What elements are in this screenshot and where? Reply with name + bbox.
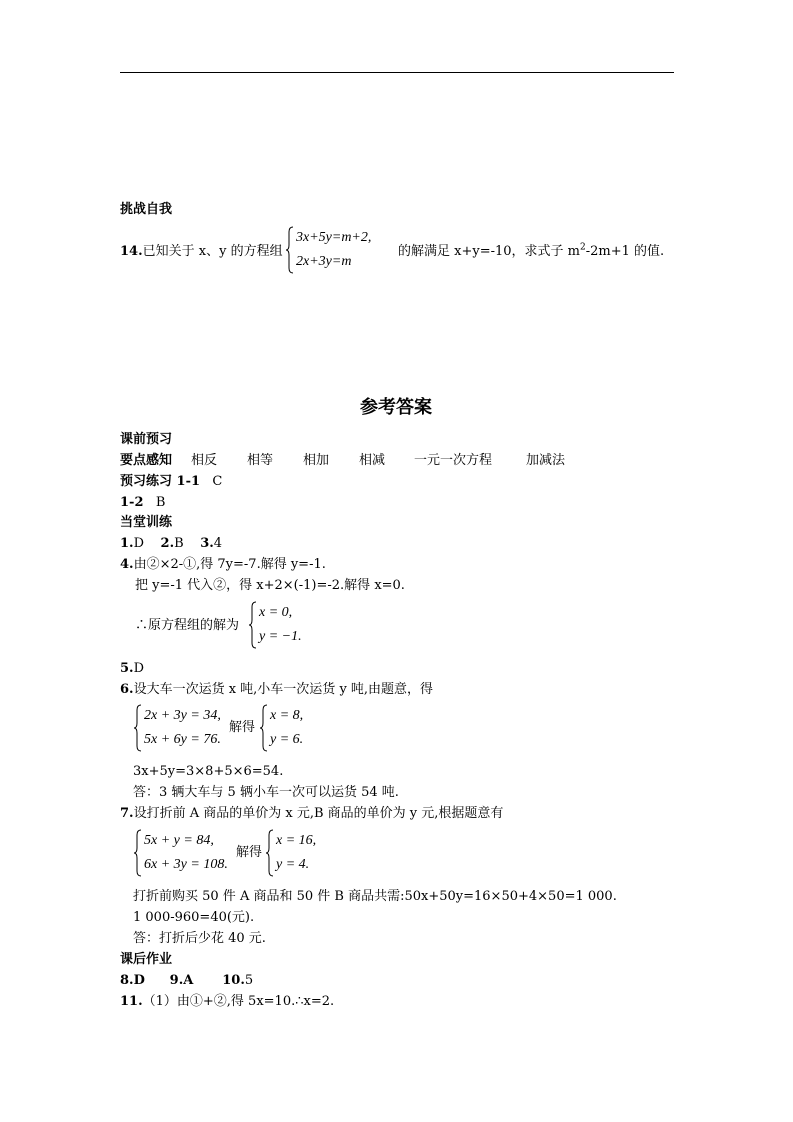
question-number: 7. bbox=[120, 806, 134, 821]
left-brace-icon bbox=[248, 601, 258, 649]
answer-7-line-3: 1 000-960=40(元). bbox=[133, 910, 255, 925]
exercise-1-1 bbox=[120, 473, 222, 491]
question-number: 14. bbox=[120, 244, 143, 259]
solution-system-q7 bbox=[265, 829, 335, 877]
equation-line: 5x + y = 84, bbox=[144, 833, 214, 848]
key-point: 加减法 bbox=[526, 453, 566, 468]
question-number: 4. bbox=[120, 557, 134, 572]
key-point: 相减 bbox=[359, 453, 386, 468]
equation-system-q14 bbox=[285, 226, 395, 274]
answer-6-line-2: 3x+5y=3×8+5×6=54. bbox=[133, 764, 284, 779]
answer-text: （1）由①+②,得 5x=10.∴x=2. bbox=[142, 994, 335, 1009]
header-rule bbox=[120, 72, 674, 73]
equation-line: x = 0, bbox=[259, 605, 293, 620]
answer: B bbox=[174, 536, 184, 551]
key-point: 相等 bbox=[247, 453, 274, 468]
question-text: 已知关于 x、y 的方程组 bbox=[142, 244, 283, 259]
equation-line: x = 16, bbox=[276, 833, 317, 848]
answer-text: 设打折前 A 商品的单价为 x 元,B 商品的单价为 y 元,根据题意有 bbox=[133, 806, 504, 821]
answer-4-line-2: 把 y=-1 代入②，得 x+2×(-1)=-2.解得 x=0. bbox=[135, 578, 405, 593]
answers-title: 参考答案 bbox=[360, 397, 432, 418]
left-brace-icon bbox=[265, 829, 275, 877]
answer-5 bbox=[120, 660, 144, 678]
equation-line: x = 8, bbox=[270, 708, 304, 723]
section-heading-homework: 课后作业 bbox=[120, 952, 173, 967]
question-number: 8. bbox=[120, 973, 134, 988]
answer: 5 bbox=[244, 973, 254, 988]
exercise-answer: C bbox=[212, 474, 223, 489]
equation-line: 2x + 3y = 34, bbox=[144, 708, 221, 723]
equation-line: 3x+5y=m+2, bbox=[296, 230, 372, 245]
left-brace-icon bbox=[285, 226, 295, 274]
left-brace-icon bbox=[259, 704, 269, 752]
key-point: 相反 bbox=[191, 453, 218, 468]
answer-4-line-3: ∴原方程组的解为 bbox=[135, 618, 240, 633]
answer-text: 由②×2-①,得 7y=-7.解得 y=-1. bbox=[133, 557, 326, 572]
left-brace-icon bbox=[133, 829, 143, 877]
answer-4-line-1 bbox=[120, 556, 326, 574]
answer-7-line-4: 答：打折后少花 40 元. bbox=[133, 931, 266, 946]
question-number: 6. bbox=[120, 682, 134, 697]
exercise-label: 预习练习 1-1 bbox=[120, 474, 201, 489]
answer: D bbox=[133, 536, 145, 551]
solution-system-q4 bbox=[248, 601, 328, 649]
key-points-row bbox=[120, 452, 172, 470]
question-number: 10. bbox=[222, 973, 245, 988]
key-point: 相加 bbox=[303, 453, 330, 468]
question-number: 9. bbox=[169, 973, 184, 988]
equation-line: y = 4. bbox=[276, 857, 310, 872]
solve-label: 解得 bbox=[236, 845, 263, 860]
answer-7-line-1 bbox=[120, 805, 503, 823]
exercise-answer: B bbox=[155, 495, 166, 510]
solve-label: 解得 bbox=[229, 720, 256, 735]
equation-line: y = −1. bbox=[259, 629, 302, 644]
question-text: 的解满足 x+y=-10，求式子 m bbox=[398, 244, 580, 259]
answer-6-line-1 bbox=[120, 681, 433, 699]
exercise-label: 1-2 bbox=[120, 495, 144, 510]
question-number: 5. bbox=[120, 661, 134, 676]
answer: 4 bbox=[213, 536, 223, 551]
question-text: -2m+1 的值. bbox=[585, 244, 665, 259]
answer-11-line-1 bbox=[120, 993, 334, 1011]
answers-8-10 bbox=[120, 972, 253, 990]
equation-line: 6x + 3y = 108. bbox=[144, 857, 228, 872]
question-number: 1. bbox=[120, 536, 134, 551]
answer: D bbox=[133, 661, 145, 676]
answer-text: 设大车一次运货 x 吨,小车一次运货 y 吨,由题意，得 bbox=[133, 682, 434, 697]
question-number: 3. bbox=[200, 536, 214, 551]
question-14-tail bbox=[398, 243, 664, 261]
answer-6-line-3: 答：3 辆大车与 5 辆小车一次可以运货 54 吨. bbox=[133, 785, 399, 800]
question-14-lead bbox=[120, 243, 283, 261]
superscript: 2 bbox=[580, 242, 586, 253]
answers-1-3 bbox=[120, 535, 222, 553]
section-heading-challenge: 挑战自我 bbox=[120, 202, 173, 217]
equation-line: y = 6. bbox=[270, 732, 304, 747]
answer: D bbox=[133, 973, 145, 988]
answer: A bbox=[183, 973, 194, 988]
equation-system-q6 bbox=[133, 704, 233, 752]
key-points-label: 要点感知 bbox=[120, 453, 173, 468]
equation-line: 2x+3y=m bbox=[296, 254, 352, 269]
equation-system-q7 bbox=[133, 829, 238, 877]
left-brace-icon bbox=[133, 704, 143, 752]
solution-system-q6 bbox=[259, 704, 329, 752]
section-heading-pre-study: 课前预习 bbox=[120, 432, 173, 447]
question-number: 2. bbox=[160, 536, 175, 551]
key-point: 一元一次方程 bbox=[414, 453, 493, 468]
section-heading-class-training: 当堂训练 bbox=[120, 515, 173, 530]
equation-line: 5x + 6y = 76. bbox=[144, 732, 221, 747]
question-number: 11. bbox=[120, 994, 143, 1009]
answer-7-line-2: 打折前购买 50 件 A 商品和 50 件 B 商品共需:50x+50y=16×50+4×50=1 000. bbox=[133, 889, 617, 904]
exercise-1-2 bbox=[120, 494, 165, 512]
